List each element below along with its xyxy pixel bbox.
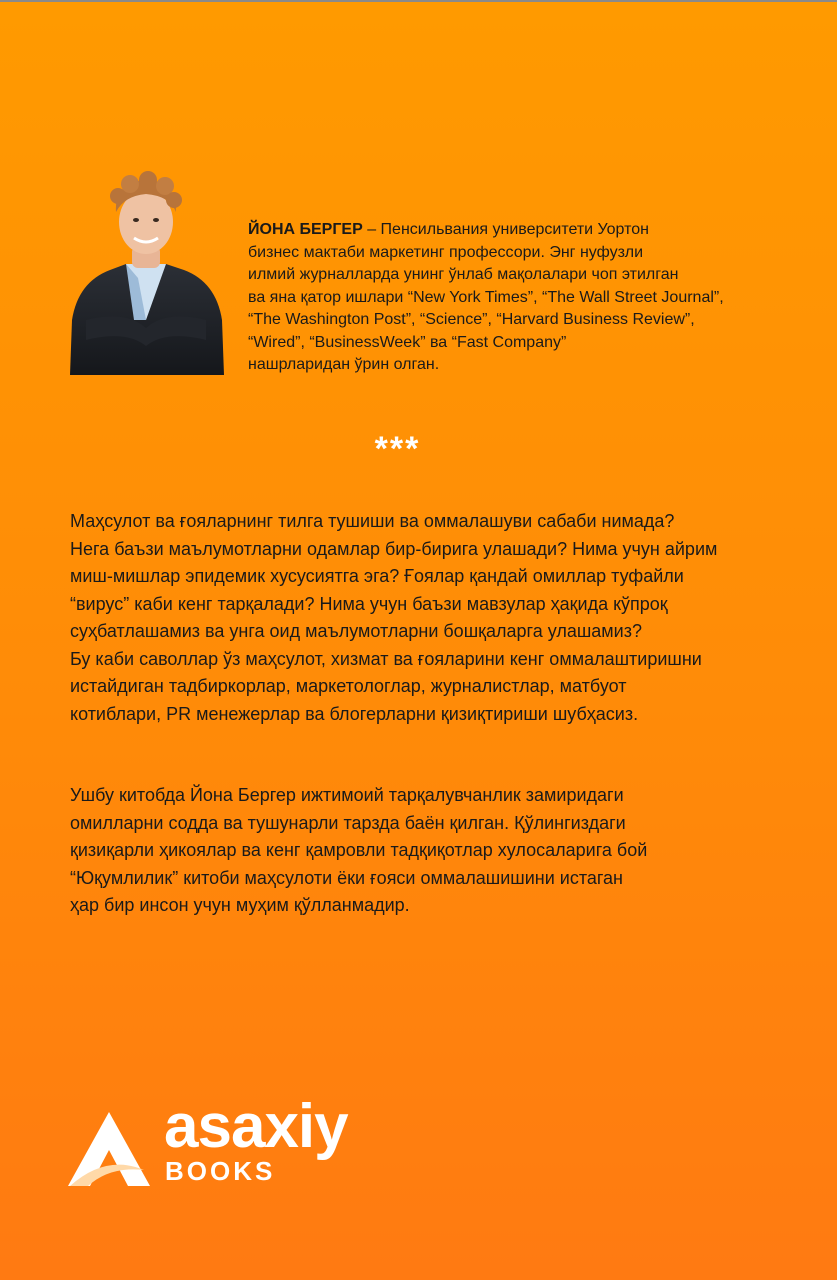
bio-line: нашрларидан ўрин олган.: [248, 356, 440, 373]
author-portrait: [66, 170, 226, 375]
description-paragraph-1: [70, 508, 810, 728]
brand-subtitle: BOOKS: [165, 1156, 276, 1186]
asaxiy-logo-icon: [66, 1110, 152, 1188]
author-bio: [248, 219, 808, 377]
bio-line: илмий журналларда унинг ўнлаб мақолалари чоп этилган: [248, 266, 679, 283]
brand-name: asaxiy: [164, 1092, 348, 1161]
text-line: Маҳсулот ва ғояларнинг тилга тушиши ва оммалашуви сабаби нимада?: [70, 511, 675, 531]
text-line: Ушбу китобда Йона Бергер ижтимоий тарқалувчанлик замиридаги: [70, 785, 624, 805]
author-name: ЙОНА БЕРГЕР: [248, 221, 363, 238]
top-border-line: [0, 0, 837, 2]
text-line: суҳбатлашамиз ва унга оид маълумотларни бошқаларга улашамиз?: [70, 621, 642, 641]
text-line: Бу каби саволлар ўз маҳсулот, хизмат ва ғояларини кенг оммалаштиришни: [70, 648, 702, 669]
text-line: миш-мишлар эпидемик хусусиятга эга? Ғоялар қандай омиллар туфайли: [70, 566, 684, 586]
text-line: омилларни содда ва тушунарли тарзда баён қилган. Қўлингиздаги: [70, 812, 626, 833]
text-line: истайдиган тадбиркорлар, маркетологлар, журналистлар, матбуот: [70, 676, 627, 696]
text-line: “вирус” каби кенг тарқалади? Нима учун баъзи мавзулар ҳақида кўпроқ: [70, 593, 668, 614]
text-line: ҳар бир инсон учун муҳим қўлланмадир.: [70, 895, 410, 915]
description-paragraph-2: [70, 782, 810, 920]
bio-line: “Wired”, “BusinessWeek” ва “Fast Company”: [248, 333, 567, 351]
bio-line: бизнес мактаби маркетинг профессори. Энг нуфузли: [248, 243, 644, 261]
bio-line: ва яна қатор ишлари “New York Times”, “The Wall Street Journal”,: [248, 288, 724, 306]
text-line: Нега баъзи маълумотларни одамлар бир-бирига улашади? Нима учун айрим: [70, 538, 718, 559]
text-line: котиблари, PR менежерлар ва блогерларни қизиқтириши шубҳасиз.: [70, 703, 639, 724]
text-line: “Юқумлилик” китоби маҳсулоти ёки ғояси оммалашишини истаган: [70, 867, 623, 888]
bio-line: – Пенсильвания университети Уортон: [362, 221, 649, 238]
text-line: қизиқарли ҳикоялар ва кенг қамровли тадқиқотлар хулосаларига бой: [70, 840, 648, 860]
publisher-logo: [66, 1092, 386, 1198]
bio-line: “The Washington Post”, “Science”, “Harvard Business Review”,: [248, 311, 695, 328]
section-separator: ***: [374, 430, 421, 468]
